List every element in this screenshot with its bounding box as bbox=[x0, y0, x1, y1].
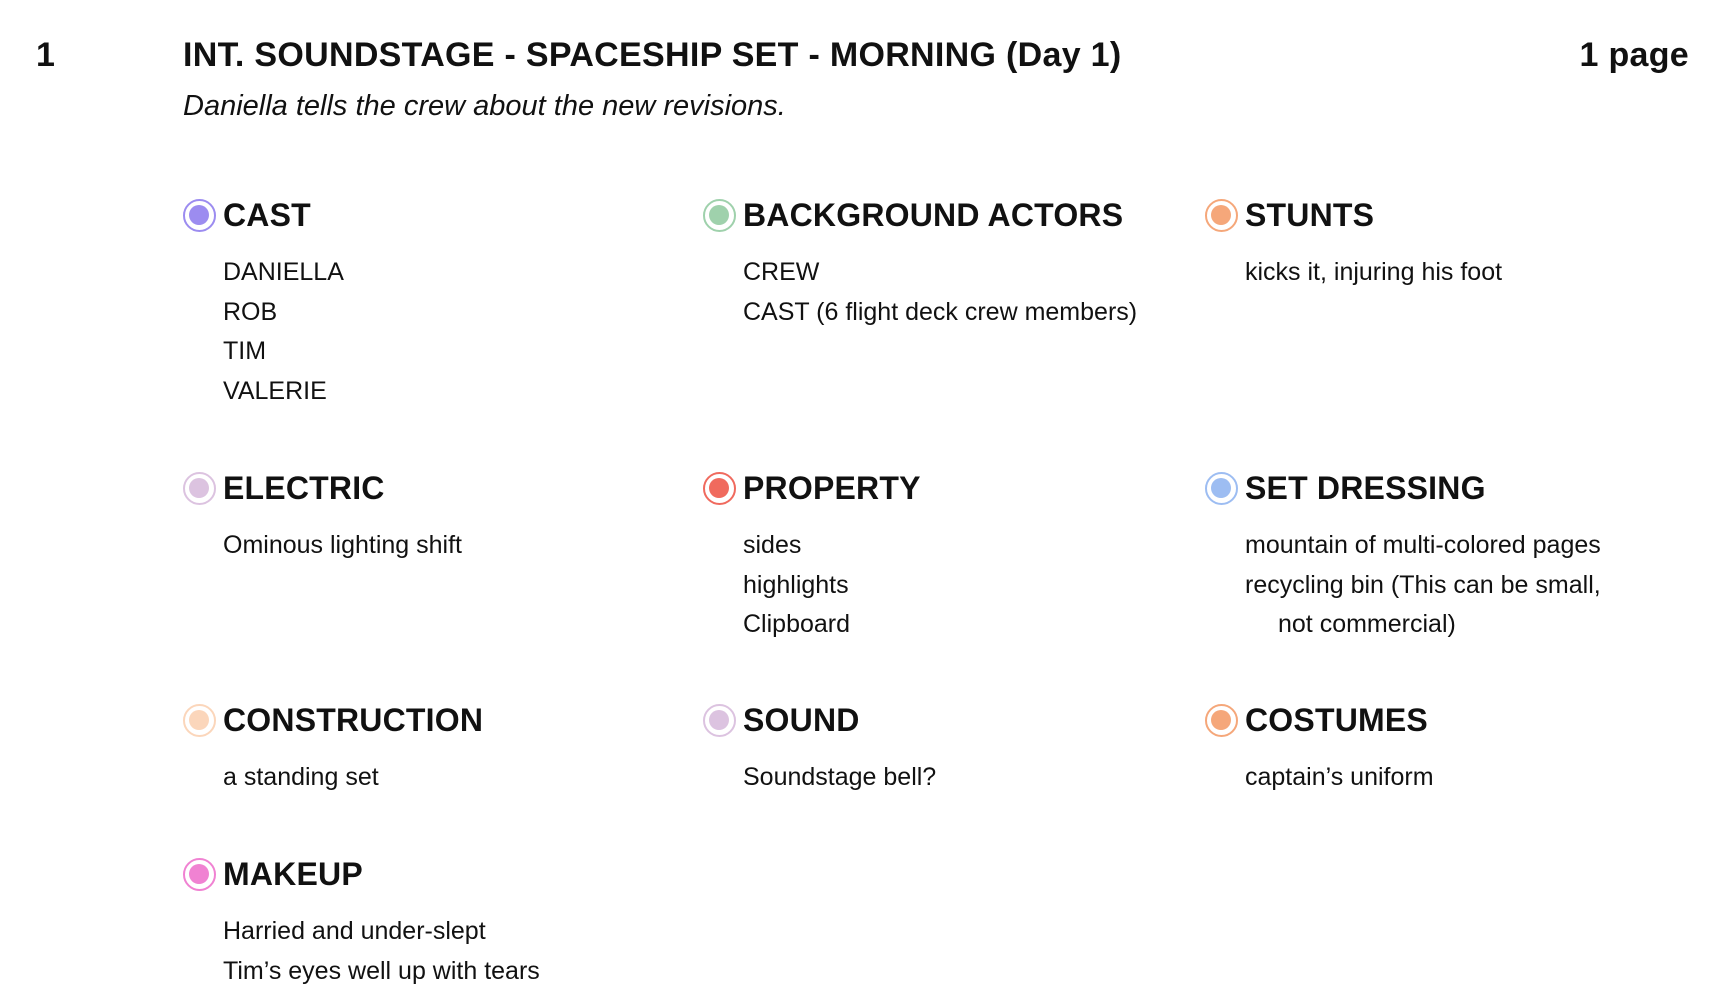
costumes-item[interactable]: captain’s uniform bbox=[1245, 763, 1434, 791]
category-property bbox=[703, 468, 921, 645]
category-title: CONSTRUCTION bbox=[223, 701, 484, 738]
category-cast bbox=[183, 195, 344, 411]
cast-item[interactable]: ROB bbox=[223, 297, 278, 326]
category-background-actors bbox=[703, 195, 1137, 332]
category-stunts bbox=[1205, 195, 1502, 293]
costumes-color-dot-icon bbox=[1205, 704, 1238, 737]
category-makeup bbox=[183, 854, 540, 991]
cast-item[interactable]: DANIELLA bbox=[223, 258, 344, 286]
scene-number: 1 bbox=[36, 36, 56, 74]
property-color-dot-icon bbox=[703, 472, 736, 505]
electric-color-dot-icon bbox=[183, 472, 216, 505]
category-title: ELECTRIC bbox=[223, 469, 385, 506]
background-actors-item[interactable]: CREW bbox=[743, 258, 820, 286]
stunts-item[interactable]: kicks it, injuring his foot bbox=[1245, 258, 1503, 286]
category-title: CAST bbox=[223, 196, 311, 233]
set-dressing-item[interactable]: mountain of multi-colored pages bbox=[1245, 531, 1601, 559]
set-dressing-item-line: recycling bin (This can be small, bbox=[1245, 570, 1601, 599]
background-actors-item[interactable]: CAST (6 flight deck crew members) bbox=[743, 297, 1138, 326]
cast-item[interactable]: TIM bbox=[223, 337, 267, 365]
electric-item[interactable]: Ominous lighting shift bbox=[223, 531, 463, 559]
scene-heading: INT. SOUNDSTAGE - SPACESHIP SET - MORNING (Day 1) bbox=[183, 36, 1122, 74]
category-title: STUNTS bbox=[1245, 196, 1375, 233]
category-sound bbox=[703, 700, 936, 798]
makeup-item[interactable]: Tim’s eyes well up with tears bbox=[223, 956, 540, 985]
cast-item[interactable]: VALERIE bbox=[223, 376, 327, 405]
category-title: SET DRESSING bbox=[1245, 469, 1486, 506]
property-item[interactable]: highlights bbox=[743, 570, 849, 599]
makeup-color-dot-icon bbox=[183, 858, 216, 891]
property-item[interactable]: sides bbox=[743, 531, 802, 559]
property-item[interactable]: Clipboard bbox=[743, 610, 851, 638]
construction-item[interactable]: a standing set bbox=[223, 763, 379, 791]
makeup-item[interactable]: Harried and under-slept bbox=[223, 917, 486, 945]
sound-item[interactable]: Soundstage bell? bbox=[743, 763, 937, 791]
category-title: MAKEUP bbox=[223, 855, 363, 892]
category-title: PROPERTY bbox=[743, 469, 921, 506]
construction-color-dot-icon bbox=[183, 704, 216, 737]
sound-color-dot-icon bbox=[703, 704, 736, 737]
category-construction bbox=[183, 700, 483, 798]
scene-length: 1 page bbox=[1579, 36, 1689, 74]
scene-synopsis: Daniella tells the crew about the new revisions. bbox=[183, 90, 786, 122]
category-costumes bbox=[1205, 700, 1434, 798]
category-title: BACKGROUND ACTORS bbox=[743, 196, 1124, 233]
background-actors-color-dot-icon bbox=[703, 199, 736, 232]
stunts-color-dot-icon bbox=[1205, 199, 1238, 232]
set-dressing-item-continuation: not commercial) bbox=[1278, 610, 1456, 638]
category-title: COSTUMES bbox=[1245, 701, 1428, 738]
category-set-dressing bbox=[1205, 468, 1601, 645]
category-title: SOUND bbox=[743, 701, 860, 738]
cast-color-dot-icon bbox=[183, 199, 216, 232]
set-dressing-color-dot-icon bbox=[1205, 472, 1238, 505]
category-electric bbox=[183, 468, 462, 566]
set-dressing-item[interactable] bbox=[1245, 566, 1601, 645]
